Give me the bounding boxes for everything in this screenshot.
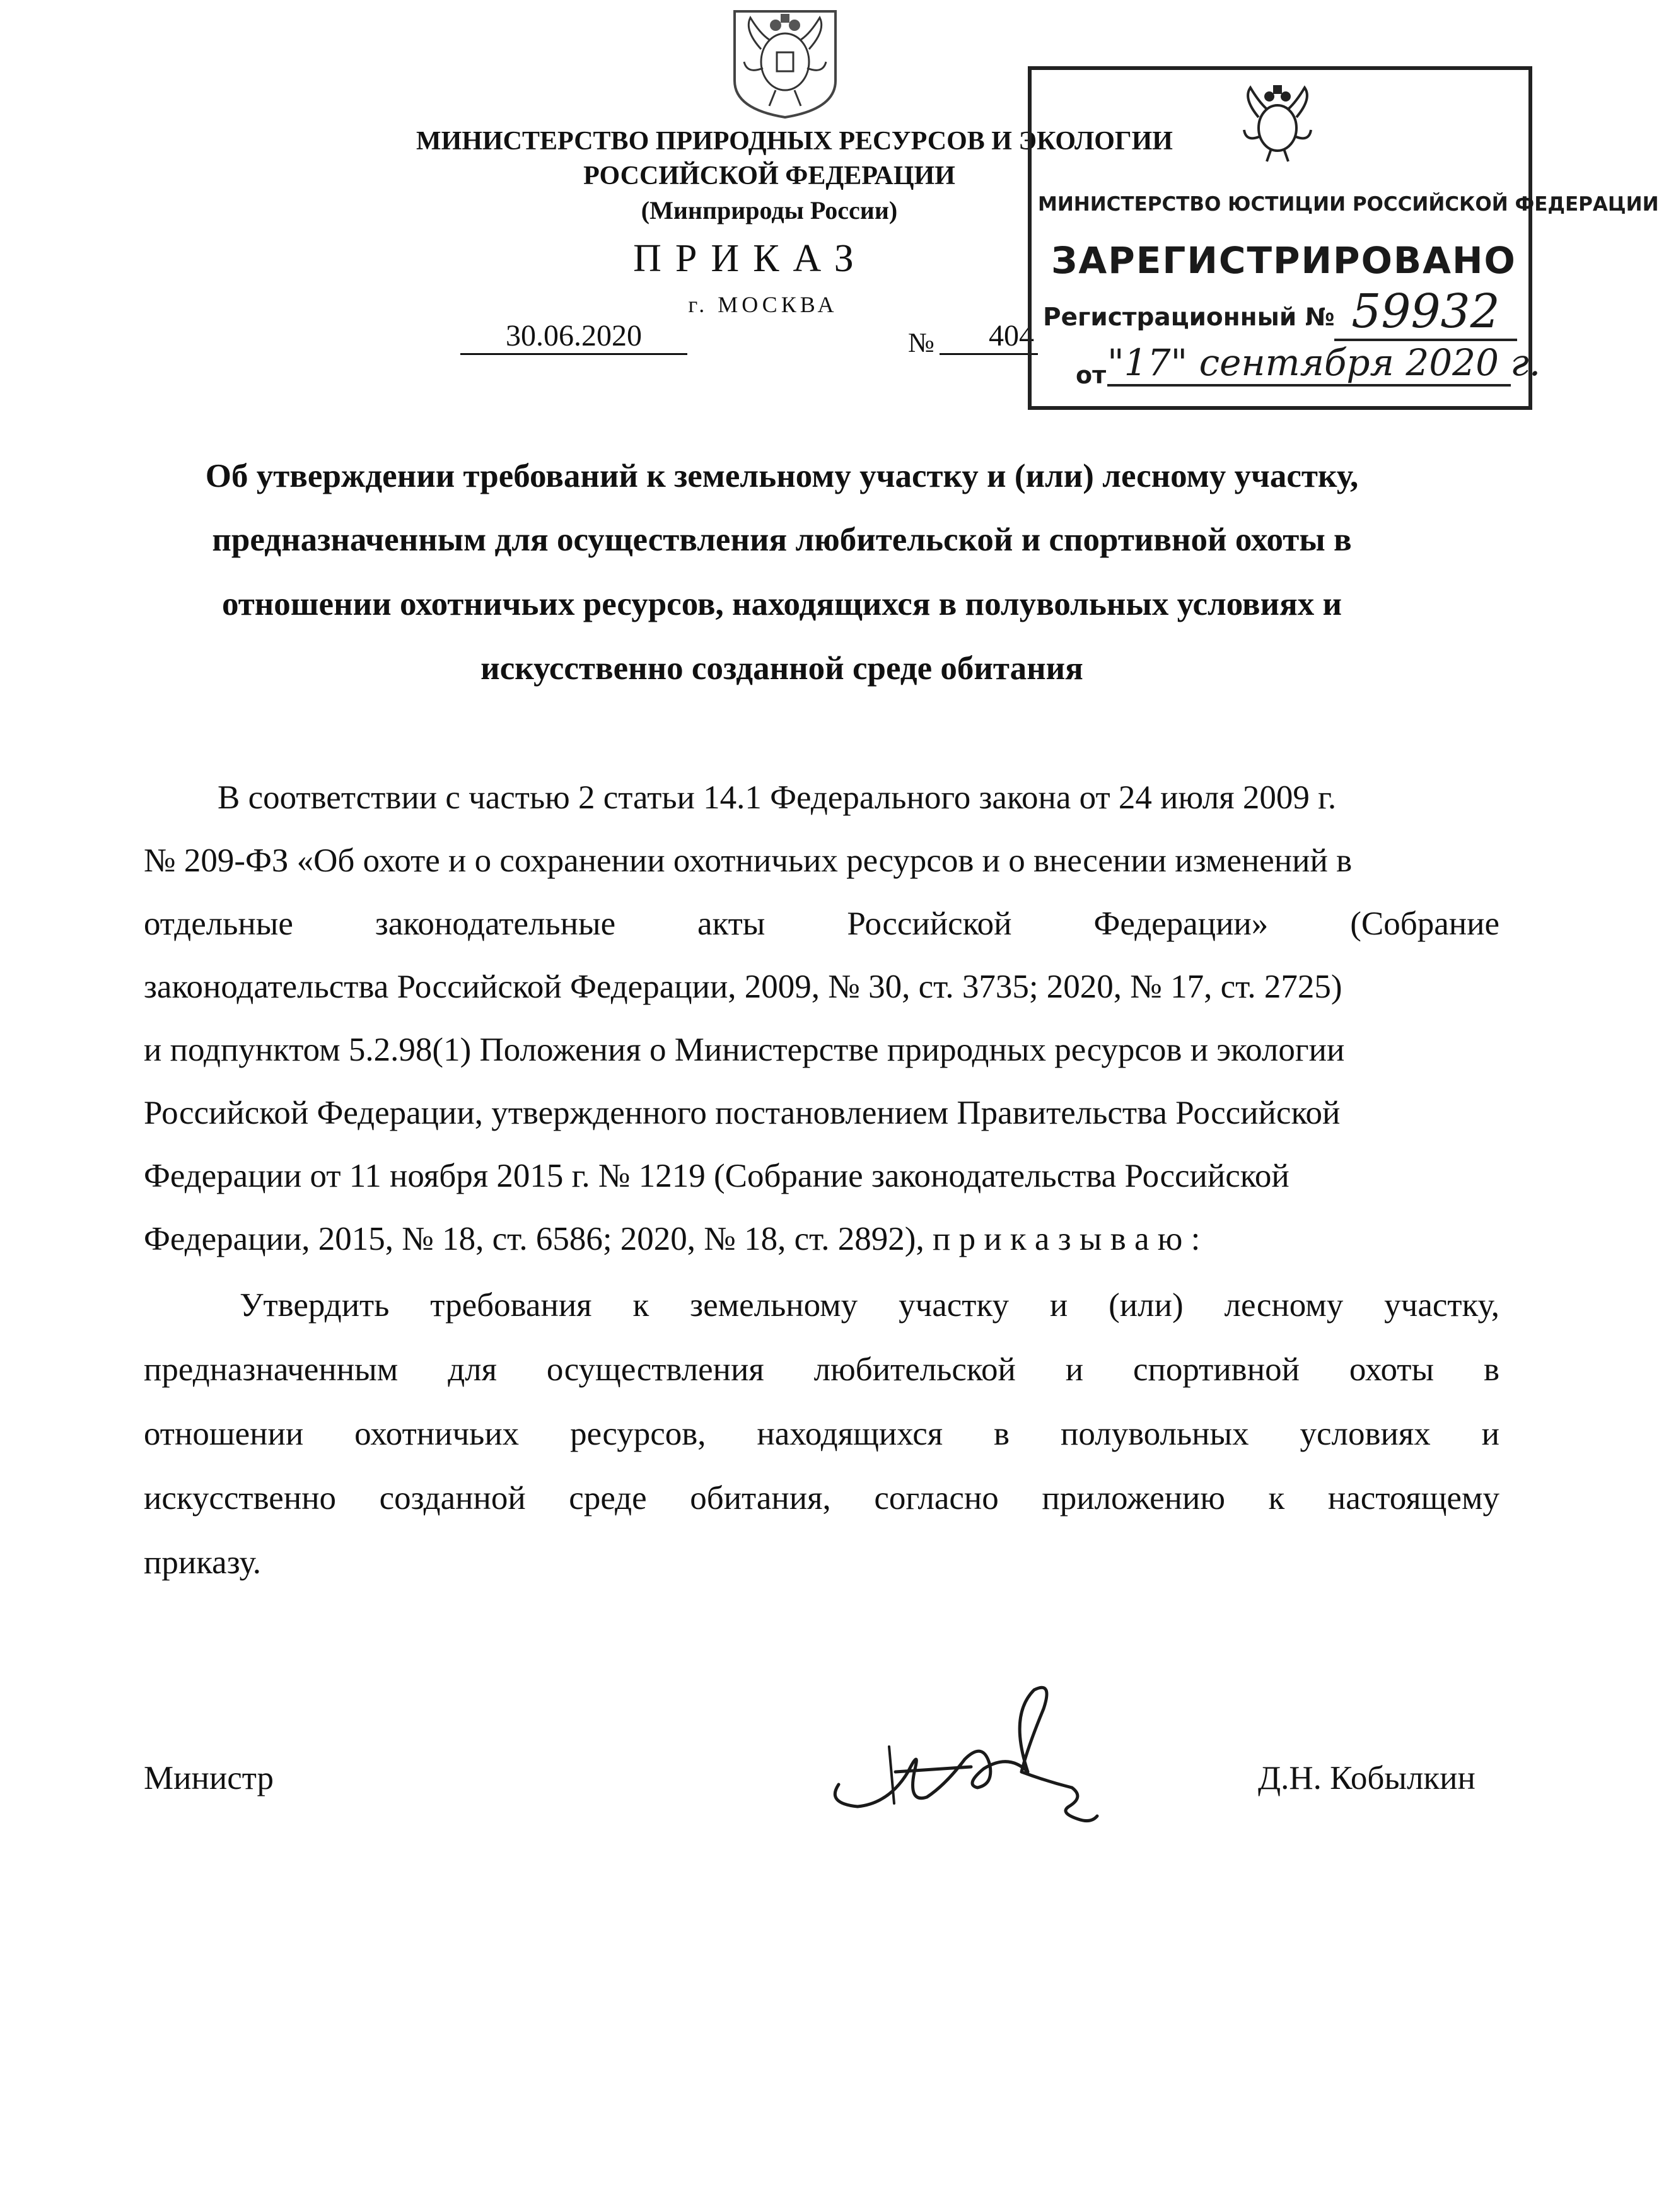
- paragraph1-line: Федерации от 11 ноября 2015 г. № 1219 (Собрание законодательства Российской: [144, 1158, 1289, 1194]
- handwritten-signature: [820, 1677, 1110, 1829]
- stamp-emblem: [1237, 83, 1318, 165]
- order-date: 30.06.2020: [460, 318, 687, 355]
- paragraph2-line: предназначенным для осуществления любительской и спортивной охоты в: [144, 1351, 1499, 1388]
- document-title-line: Об утверждении требований к земельному участку и (или) лесному участку,: [205, 458, 1359, 494]
- document-title-line: предназначенным для осуществления любительской и спортивной охоты в: [212, 521, 1352, 558]
- paragraph2-line: Утвердить требования к земельному участку и (или) лесному участку,: [240, 1287, 1499, 1324]
- paragraph1-line: отдельные законодательные акты Российской Федерации» (Собрание: [144, 905, 1499, 942]
- paragraph1-line: Федерации, 2015, № 18, ст. 6586; 2020, № 18, ст. 2892), п р и к а з ы в а ю :: [144, 1221, 1201, 1257]
- paragraph1-line: законодательства Российской Федерации, 2009, № 30, ст. 3735; 2020, № 17, ст. 2725): [144, 969, 1342, 1005]
- paragraph1-line: В соответствии с частью 2 статьи 14.1 Федерального закона от 24 июля 2009 г.: [218, 779, 1337, 816]
- registration-stamp: [1028, 66, 1659, 410]
- document-title-line: искусственно созданной среде обитания: [480, 650, 1083, 687]
- order-number: 404: [940, 318, 1038, 355]
- stamp-date-prefix: от: [1076, 361, 1107, 389]
- ministry-short-name: (Минприроды России): [641, 196, 898, 224]
- ministry-name-line1: МИНИСТЕРСТВО ПРИРОДНЫХ РЕСУРСОВ И ЭКОЛОГИИ: [416, 127, 1173, 156]
- stamp-date-handwritten: "17" сентября 2020 г.: [1107, 341, 1511, 387]
- coat-of-arms-emblem: [725, 5, 845, 119]
- stamp-status: ЗАРЕГИСТРИРОВАНО: [1051, 239, 1516, 282]
- paragraph1-line: Российской Федерации, утвержденного постановлением Правительства Российской: [144, 1095, 1341, 1131]
- order-title: ПРИКАЗ: [633, 237, 868, 280]
- signatory-position: Министр: [144, 1760, 274, 1796]
- paragraph2-line: отношении охотничьих ресурсов, находящихся в полувольных условиях и: [144, 1416, 1499, 1452]
- paragraph2-line: искусственно созданной среде обитания, согласно приложению к настоящему: [144, 1480, 1499, 1516]
- stamp-ministry: МИНИСТЕРСТВО ЮСТИЦИИ РОССИЙСКОЙ ФЕДЕРАЦИИ: [1038, 193, 1659, 216]
- stamp-reg-label: Регистрационный №: [1043, 303, 1335, 332]
- stamp-reg-number: 59932: [1334, 284, 1517, 341]
- signatory-name: Д.Н. Кобылкин: [1258, 1760, 1476, 1796]
- paragraph1-line: № 209-ФЗ «Об охоте и о сохранении охотничьих ресурсов и о внесении изменений в: [144, 842, 1353, 879]
- ministry-name-line2: РОССИЙСКОЙ ФЕДЕРАЦИИ: [583, 161, 955, 190]
- paragraph2-line: приказу.: [144, 1544, 261, 1581]
- paragraph1-line: и подпунктом 5.2.98(1) Положения о Министерстве природных ресурсов и экологии: [144, 1032, 1345, 1068]
- order-number-label: №: [908, 327, 934, 358]
- document-title-line: отношении охотничьих ресурсов, находящихся в полувольных условиях и: [221, 586, 1342, 622]
- city: г. МОСКВА: [688, 292, 838, 317]
